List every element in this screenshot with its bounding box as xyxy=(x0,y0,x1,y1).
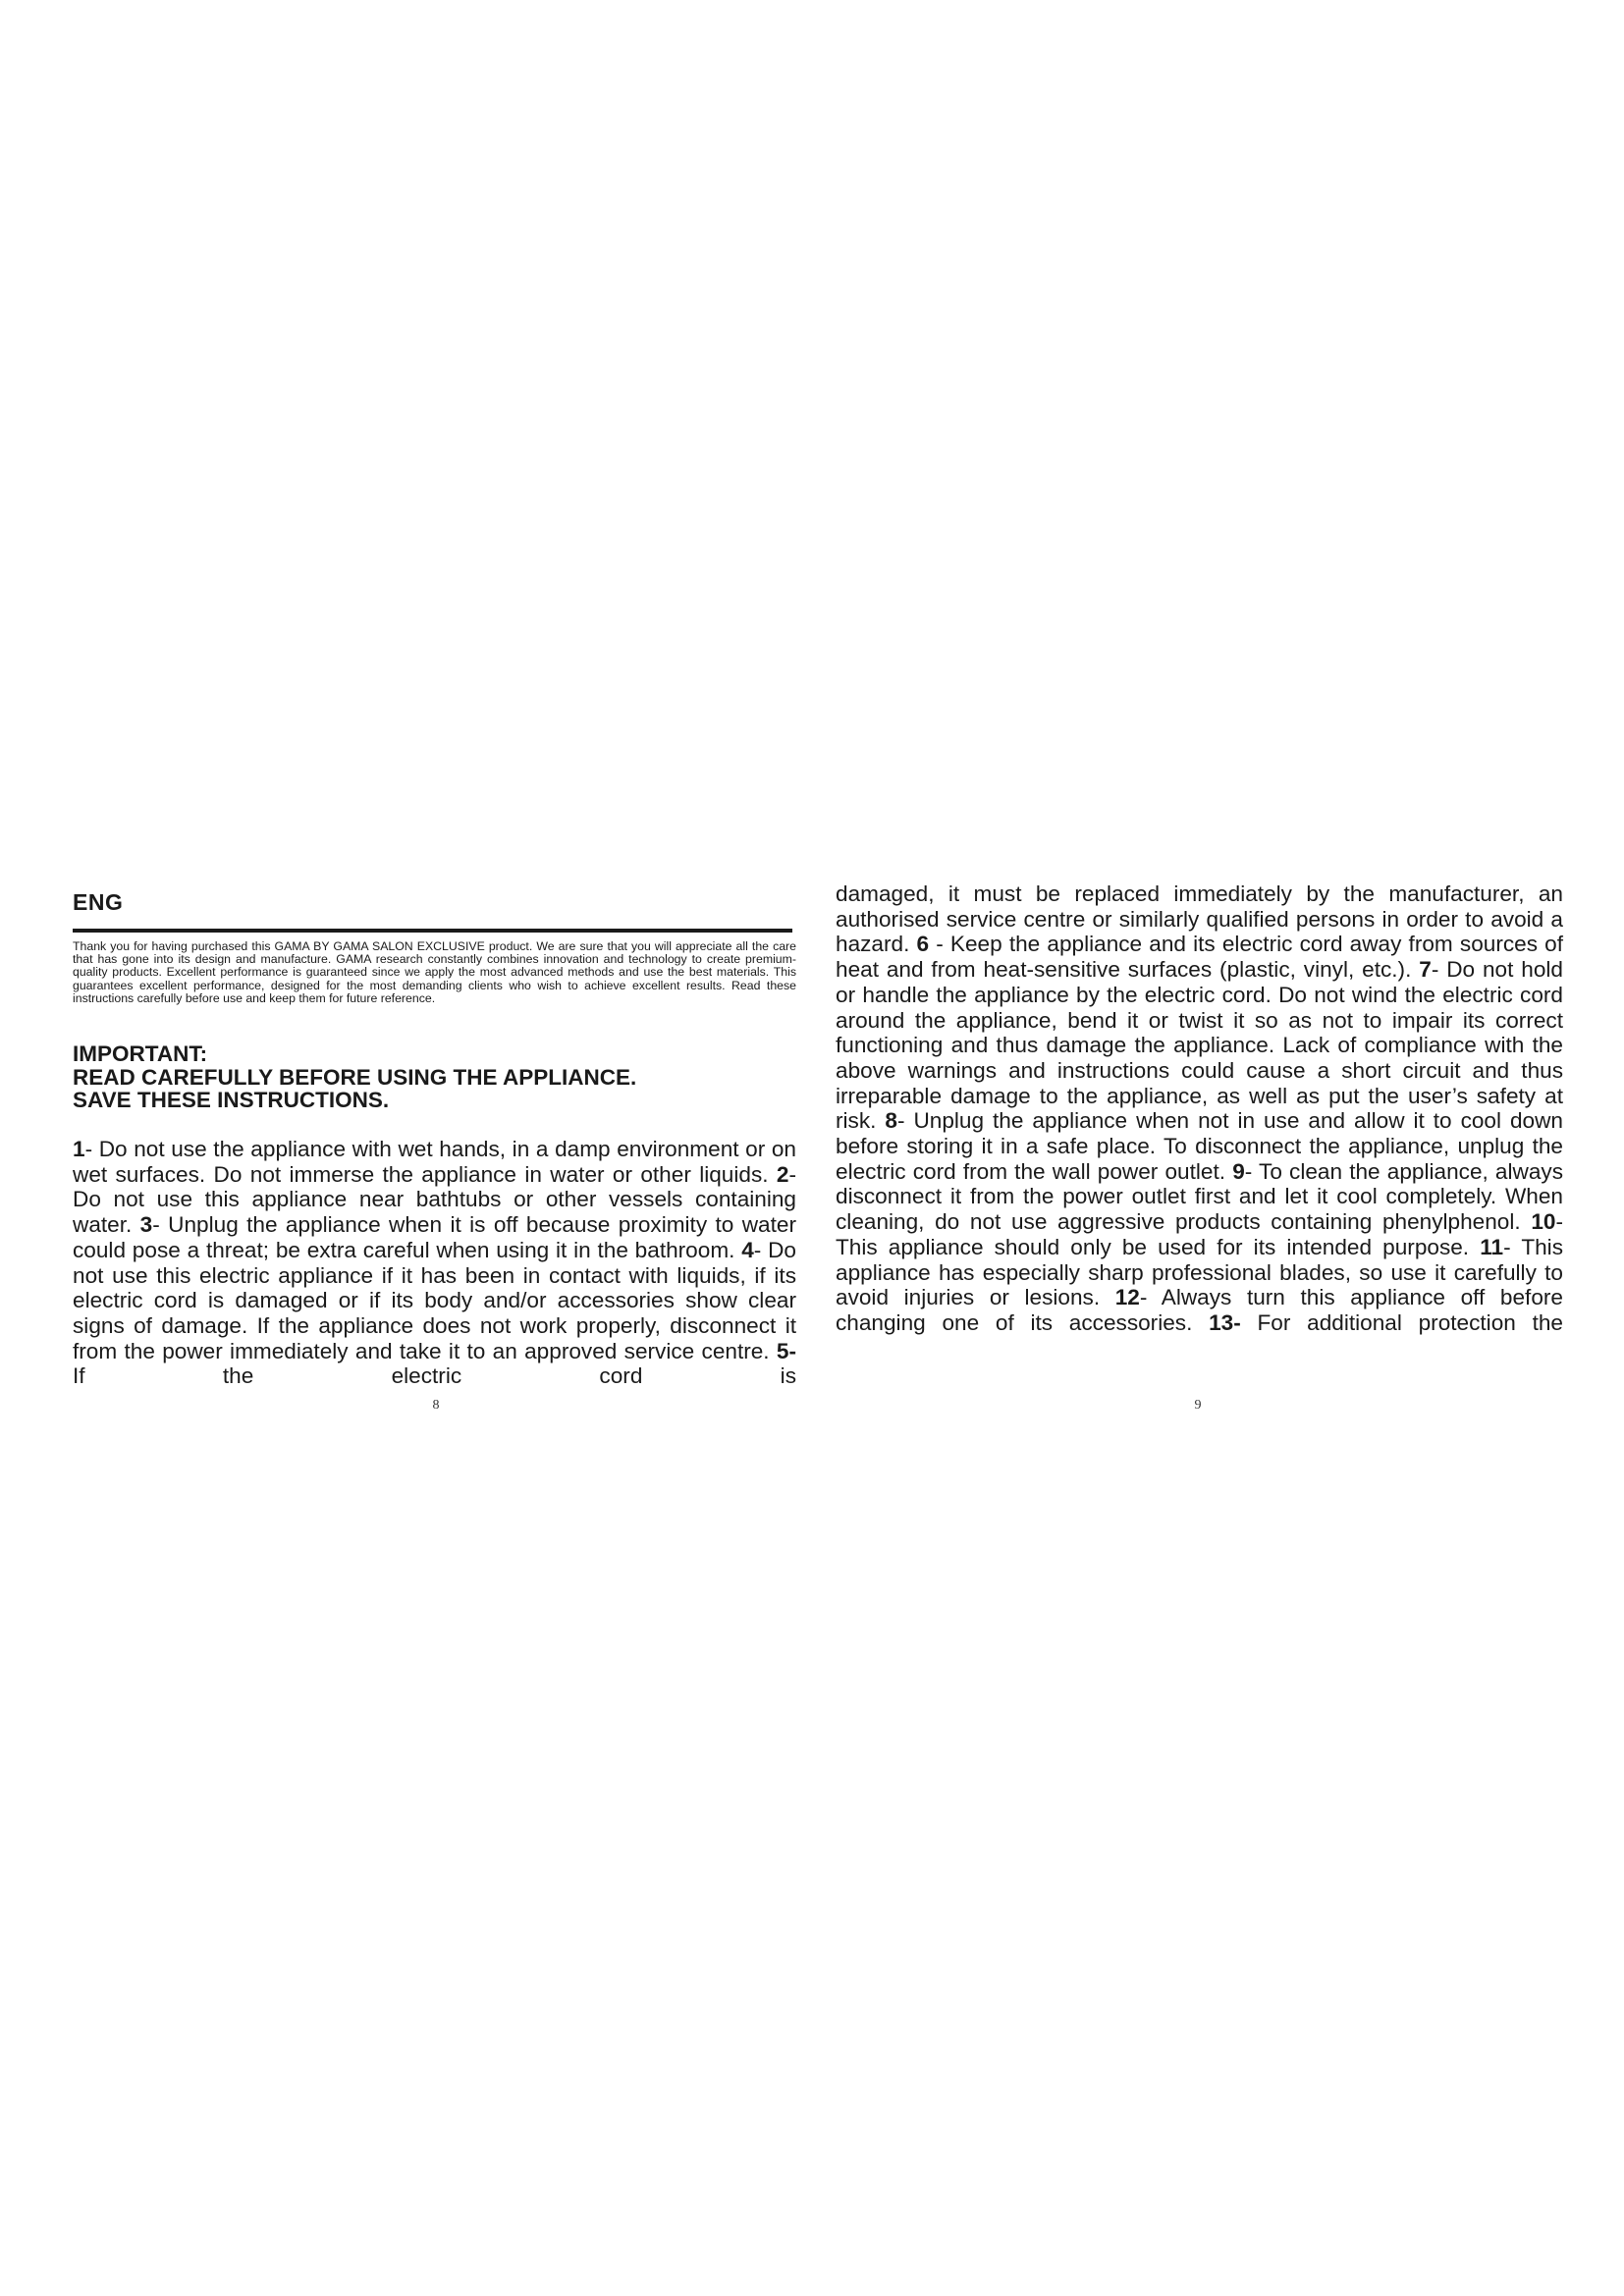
instruction-text: - This appliance has especially sharp professional blades, so use it carefully to avoid injuries or lesions. xyxy=(836,1234,1563,1310)
instruction-number: 9 xyxy=(1232,1158,1245,1184)
instruction-number: 7 xyxy=(1419,957,1432,983)
language-heading: ENG xyxy=(73,889,124,915)
instruction-text: - Keep the appliance and its electric cord away from sources of heat and from heat-sensitive surfaces (plastic, vinyl, etc.). xyxy=(836,932,1563,983)
instruction-number: 10 xyxy=(1531,1209,1556,1235)
instruction-text: damaged, it must be replaced immediately by the manufacturer, an authorised service centre or similarly qualified persons in order to avoid a hazard. xyxy=(836,881,1563,957)
instruction-text: - To clean the appliance, always disconnect it from the power outlet first and let it cool completely. When cleaning, do not use aggressive products containing phenylphenol. xyxy=(836,1158,1563,1235)
instruction-number: 13- xyxy=(1209,1309,1241,1335)
important-line: IMPORTANT: xyxy=(73,1041,208,1066)
instruction-number: 8 xyxy=(885,1108,897,1134)
intro-paragraph: Thank you for having purchased this GAMA BY GAMA SALON EXCLUSIVE product. We are sure that you will appreciate all the care that has gone into its design and manufacture. GAMA research constantly combines innovation and technology to create premium-quality products. Excellent performance is guaranteed since we apply the most advanced methods and use the best materials. This guarantees excellent performance, designed for the most demanding clients who wish to achieve excellent results. Read these instructions carefully before use and keep them for future reference. xyxy=(73,939,796,1005)
instruction-text: - Do not use the appliance with wet hands, in a damp environment or on wet surfaces. Do not immerse the appliance in water or other liquids. xyxy=(73,1137,796,1187)
safety-instructions-right xyxy=(836,881,1563,1336)
important-line: READ CAREFULLY BEFORE USING THE APPLIANCE. xyxy=(73,1064,637,1090)
instruction-text: - Do not hold or handle the appliance by the electric cord. Do not wind the electric cord around the appliance, bend it or twist it so as not to impair its correct functioning and thus damage the appliance. Lack of compliance with the above warnings and instructions could cause a short circuit and thus irreparable damage to the appliance, as well as put the user’s safety at risk. xyxy=(836,957,1563,1134)
instruction-text: - Do not use this appliance near bathtubs or other vessels containing water. xyxy=(73,1161,796,1238)
instruction-number: 4 xyxy=(741,1237,754,1262)
instruction-number: 11 xyxy=(1480,1234,1504,1259)
safety-instructions-left xyxy=(73,1137,796,1389)
instruction-number: 3 xyxy=(139,1212,153,1238)
instruction-text: - Always turn this appliance off before changing one of its accessories. xyxy=(836,1285,1563,1335)
instruction-text: - Unplug the appliance when not in use and allow it to cool down before storing it in a safe place. To disconnect the appliance, unplug the electric cord from the wall power outlet. xyxy=(836,1108,1563,1184)
important-notice xyxy=(73,1042,796,1112)
important-line: SAVE THESE INSTRUCTIONS. xyxy=(73,1088,390,1113)
instruction-text: - Unplug the appliance when it is off because proximity to water could pose a threat; be extra careful when using it in the bathroom. xyxy=(73,1212,796,1262)
instruction-number: 12 xyxy=(1114,1285,1140,1310)
instruction-number: 6 xyxy=(916,932,930,957)
instruction-text: If the electric cord is xyxy=(73,1363,796,1389)
instruction-text: - Do not use this electric appliance if it has been in contact with liquids, if its electric cord is damaged or if its body and/or accessories show clear signs of damage. If the appliance does not work properly, disconnect it from the power immediately and take it to an approved service centre. xyxy=(73,1237,797,1363)
heading-rule xyxy=(73,929,792,933)
instruction-number: 2 xyxy=(776,1161,789,1187)
page-number: 8 xyxy=(432,1398,440,1413)
instruction-number: 1 xyxy=(73,1137,85,1161)
page-number: 9 xyxy=(1194,1398,1202,1413)
instruction-text: For additional protection the xyxy=(1240,1309,1563,1335)
instruction-text: - This appliance should only be used for its intended purpose. xyxy=(836,1209,1563,1259)
instruction-number: 5- xyxy=(776,1338,796,1363)
